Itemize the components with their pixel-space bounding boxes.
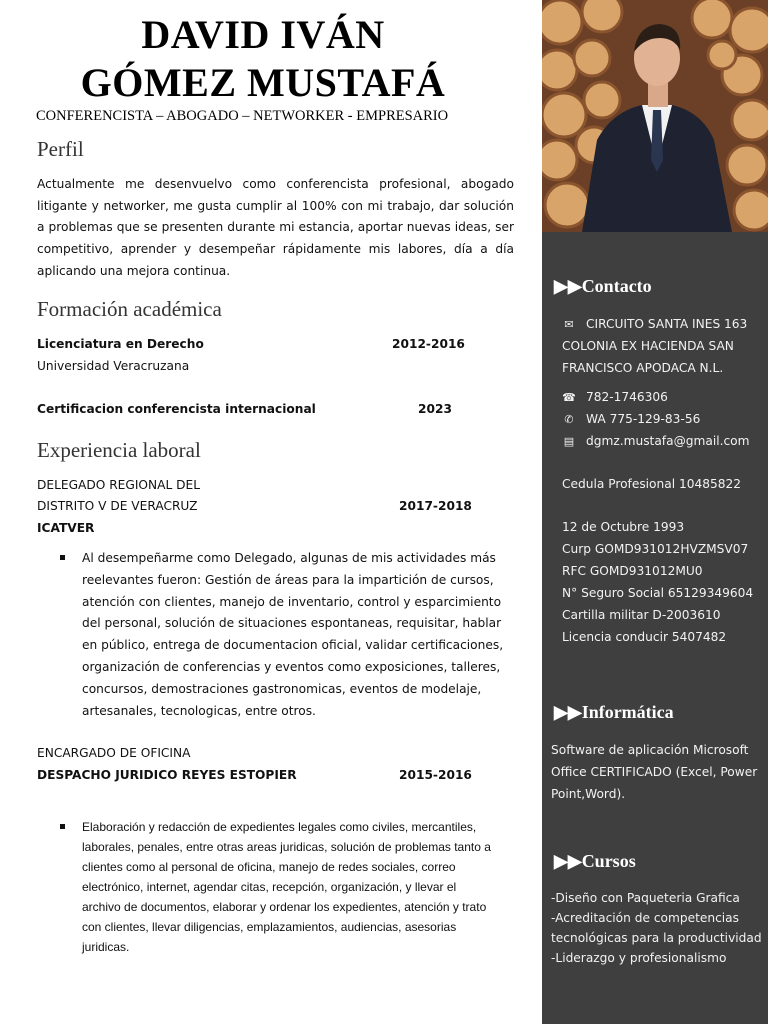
curp: Curp GOMD931012HVZMSV07 [562, 542, 749, 556]
curso-item: -Liderazgo y profesionalismo [551, 951, 727, 965]
job-1-years: 2017-2018 [399, 499, 472, 513]
contacto-heading [554, 276, 652, 297]
job-1-role-line-2: DISTRITO V DE VERACRUZ [37, 499, 198, 513]
job-2-line: juridicas. [82, 940, 130, 954]
rfc: RFC GOMD931012MU0 [562, 564, 703, 578]
bullet-marker [60, 824, 65, 829]
job-1-org: ICATVER [37, 521, 95, 535]
name-line-1: DAVID IVÁN [141, 12, 385, 57]
licencia-conducir: Licencia conducir 5407482 [562, 630, 727, 644]
double-triangle-icon: ▶▶ [554, 276, 582, 296]
profile-photo-illustration [542, 0, 768, 232]
profile-photo [542, 0, 768, 232]
whatsapp-line [562, 408, 700, 431]
job-1-line: del personal, solución de situaciones espontaneas, requisitar, hablar [82, 616, 502, 631]
job-2-org: DESPACHO JURIDICO REYES ESTOPIER [37, 768, 297, 782]
address-line-2: COLONIA EX HACIENDA SAN [562, 339, 734, 353]
degree-2-years: 2023 [418, 402, 452, 416]
informatica-heading [554, 702, 674, 723]
bullet-marker [60, 555, 65, 560]
job-1-description [82, 548, 507, 722]
job-1-line: concursos, demostraciones gastronomicas, eventos de modelaje, [82, 681, 482, 696]
experiencia-heading: Experiencia laboral [37, 438, 201, 462]
birth-date: 12 de Octubre 1993 [562, 520, 685, 534]
address-line-1 [562, 313, 747, 336]
phone-text[interactable]: 782-1746306 [586, 390, 668, 404]
job-2-role: ENCARGADO DE OFICINA [37, 746, 191, 760]
perfil-text: Actualmente me desenvuelvo como conferencista profesional, abogado litigante y networker, me gusta cumplir al 100% con mi trabajo, dar solución a problemas que se presenten durante mi estancia, aportar nuevas ideas, ser competitivo, aprender y desempeñar rápidamente mis labores, día a día aplicando una mejora continua. [37, 177, 514, 278]
job-2-years: 2015-2016 [399, 768, 472, 782]
double-triangle-icon: ▶▶ [554, 851, 582, 871]
informatica-line: Office CERTIFICADO (Excel, Power [551, 765, 758, 779]
address-text: CIRCUITO SANTA INES 163 [586, 317, 748, 331]
job-1-line: reelevantes fueron: Gestión de áreas para la impartición de cursos, [82, 572, 494, 587]
phone-icon: ☎ [562, 391, 576, 404]
curso-item: -Diseño con Paqueteria Grafica [551, 891, 740, 905]
informatica-line: Point,Word). [551, 787, 626, 801]
job-1-line: en público, entrega de documentacion oficial, validar certificaciones, [82, 638, 504, 653]
sidebar [542, 232, 768, 1024]
whatsapp-icon: ✆ [564, 413, 574, 426]
mailbox-icon: ✉ [564, 318, 574, 331]
cursos-heading [554, 851, 636, 872]
email-text[interactable]: dgmz.mustafa@gmail.com [586, 434, 750, 448]
email-line [562, 430, 750, 453]
curso-item: tecnológicas para la productividad [551, 931, 762, 945]
job-2-line: clientes como al personal de oficina, manejo de redes sociales, correo [82, 860, 456, 874]
cursos-heading-label: Cursos [581, 851, 636, 871]
informatica-heading-label: Informática [581, 702, 674, 722]
job-2-line: Elaboración y redacción de expedientes legales como civiles, mercantiles, [82, 820, 477, 834]
computer-icon: ▤ [563, 435, 575, 448]
cartilla-militar: Cartilla militar D-2003610 [562, 608, 721, 622]
job-2-line: laborales, penales, entre otras areas juridicas, solución de problemas tanto a [82, 840, 491, 854]
degree-2: Certificacion conferencista internacional [37, 402, 316, 416]
job-1-line: artesanales, tecnologicas, entre otros. [82, 703, 316, 718]
job-1-line: organización de conferencias y eventos como exposiciones, talleres, [82, 659, 501, 674]
cedula: Cedula Profesional 10485822 [562, 477, 741, 491]
job-1-role-line-1: DELEGADO REGIONAL DEL [37, 478, 201, 492]
job-1-line: Al desempeñarme como Delegado, algunas de mis actividades más [82, 551, 496, 565]
job-2-line: archivo de documentos, elaborar y ordenar los expedientes, atención y trato [82, 900, 487, 914]
curso-item: -Acreditación de competencias [551, 911, 739, 925]
degree-1: Licenciatura en Derecho [37, 337, 204, 351]
formacion-heading: Formación académica [37, 297, 222, 321]
contacto-heading-label: Contacto [581, 276, 652, 296]
degree-1-years: 2012-2016 [392, 337, 465, 351]
job-2-line: con clientes, llevar diligencias, emplazamientos, audiencias, asesorias [82, 920, 457, 934]
whatsapp-text[interactable]: WA 775-129-83-56 [586, 412, 701, 426]
job-1-line: atención con clientes, manejo de inventario, control y esparcimiento [82, 594, 502, 609]
seguro-social: N° Seguro Social 65129349604 [562, 586, 754, 600]
degree-1-school: Universidad Veracruzana [37, 359, 190, 373]
double-triangle-icon: ▶▶ [554, 702, 582, 722]
address-line-3: FRANCISCO APODACA N.L. [562, 361, 724, 375]
informatica-line: Software de aplicación Microsoft [551, 743, 749, 757]
professional-subtitle: CONFERENCISTA – ABOGADO – NETWORKER - EMPRESARIO [36, 108, 449, 124]
job-2-line: electrónico, internet, agendar citas, recepción, organización, y llevar el [82, 880, 457, 894]
perfil-heading: Perfil [37, 137, 84, 161]
job-2-description [82, 817, 507, 957]
phone-line [562, 386, 668, 409]
name-line-2: GÓMEZ MUSTAFÁ [80, 60, 446, 105]
